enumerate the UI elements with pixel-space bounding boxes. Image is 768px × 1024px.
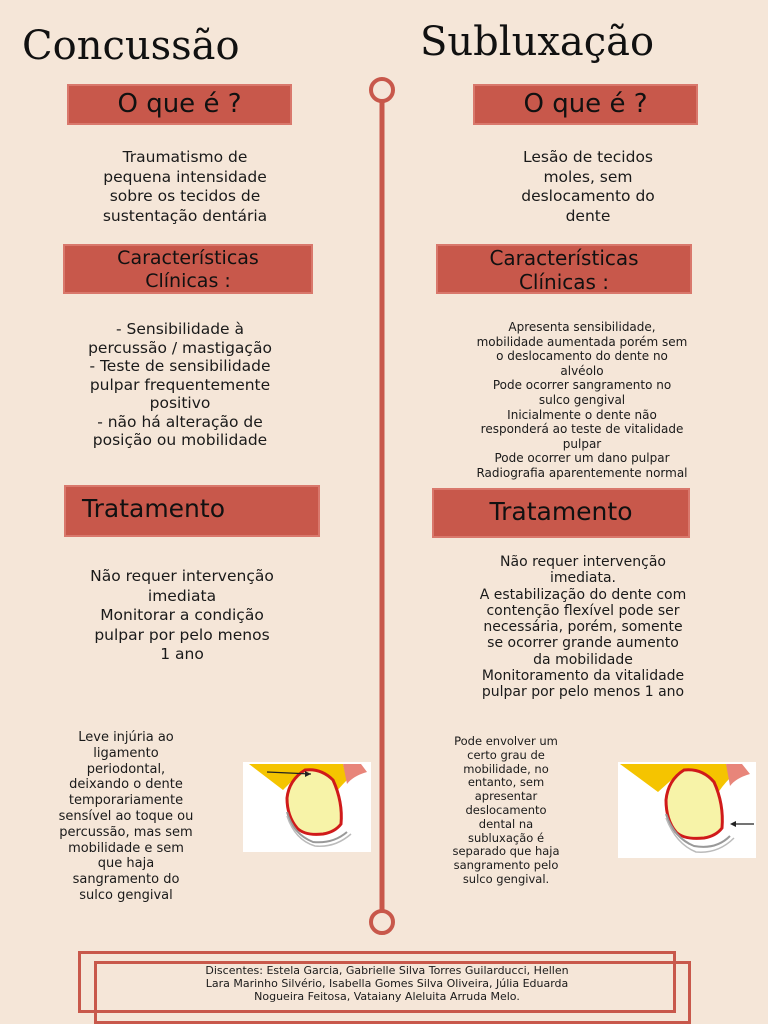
left-treatment-label: Tratamento bbox=[82, 494, 225, 523]
left-clinical-line: - não há alteração de bbox=[97, 412, 263, 431]
right-definition-line: dente bbox=[565, 206, 611, 225]
right-definition bbox=[438, 148, 738, 226]
right-treatment-line: necessária, porém, somente bbox=[483, 619, 683, 636]
left-note bbox=[14, 730, 238, 904]
footer-credits bbox=[104, 964, 670, 1003]
left-note-line: temporariamente bbox=[68, 793, 184, 809]
right-definition-line: moles, sem bbox=[543, 167, 633, 186]
right-treatment-text bbox=[412, 554, 754, 701]
right-definition-line: Lesão de tecidos bbox=[522, 148, 654, 166]
right-what-label: O que é ? bbox=[523, 89, 648, 119]
concussion-tooth-illustration bbox=[243, 762, 371, 852]
left-clinical-line: positivo bbox=[149, 394, 211, 412]
right-title: Subluxação bbox=[420, 19, 655, 65]
left-definition-line: pequena intensidade bbox=[103, 167, 267, 186]
right-note-line: certo grau de bbox=[467, 747, 545, 762]
right-clinical-label-box bbox=[436, 244, 692, 294]
right-treatment-line: Monitoramento da vitalidade bbox=[481, 668, 685, 685]
right-clinical-label-line: Características bbox=[489, 246, 639, 270]
left-note-line: mobilidade e sem bbox=[68, 840, 184, 856]
right-treatment-line: A estabilização do dente com bbox=[479, 586, 687, 603]
right-treatment-label: Tratamento bbox=[489, 497, 633, 526]
left-treatment-text bbox=[32, 567, 332, 665]
right-treatment-line: se ocorrer grande aumento bbox=[487, 635, 679, 652]
right-note bbox=[418, 735, 594, 887]
right-clinical-line: Pode ocorrer um dano pulpar bbox=[494, 451, 670, 466]
right-clinical-line: Inicialmente o dente não bbox=[507, 407, 657, 422]
right-treatment-label-box bbox=[432, 488, 690, 538]
left-note-line: periodontal, bbox=[86, 761, 166, 777]
right-treatment-line: imediata. bbox=[549, 570, 616, 587]
left-note-line: sangramento do bbox=[72, 872, 180, 888]
right-clinical-line: Radiografia aparentemente normal bbox=[476, 465, 688, 480]
right-clinical-line: o deslocamento do dente no bbox=[496, 349, 668, 364]
right-note-line: sangramento pelo bbox=[453, 858, 559, 873]
left-clinical-label-box bbox=[63, 244, 313, 294]
right-note-line: subluxação é bbox=[467, 830, 545, 845]
left-clinical-label-line: Clínicas : bbox=[145, 270, 231, 292]
left-treatment-line: Não requer intervenção bbox=[90, 567, 274, 585]
left-treatment-line: imediata bbox=[147, 586, 217, 605]
subluxation-tooth-illustration bbox=[618, 762, 756, 858]
right-note-line: deslocamento bbox=[465, 802, 547, 817]
left-clinical-text bbox=[28, 320, 332, 450]
left-note-line: Leve injúria ao bbox=[78, 730, 174, 745]
right-note-line: mobilidade, no bbox=[463, 761, 549, 776]
left-note-line: sulco gengival bbox=[79, 887, 173, 903]
left-clinical-line: - Sensibilidade à bbox=[116, 320, 244, 338]
right-clinical-text bbox=[414, 320, 750, 481]
footer-credit-line: Nogueira Feitosa, Vataiany Aleluita Arruda Melo. bbox=[254, 990, 520, 1003]
right-clinical-line: Pode ocorrer sangramento no bbox=[492, 378, 672, 393]
right-what-label-box bbox=[473, 84, 698, 125]
left-treatment-line: 1 ano bbox=[160, 645, 204, 663]
left-note-line: deixando o dente bbox=[69, 777, 183, 793]
right-treatment-line: contenção flexível pode ser bbox=[486, 602, 680, 619]
footer-credit-line: Discentes: Estela Garcia, Gabrielle Silva Torres Guilarducci, Hellen bbox=[205, 964, 569, 977]
left-definition-line: sustentação dentária bbox=[102, 206, 268, 225]
right-note-line: entanto, sem bbox=[467, 775, 545, 790]
left-note-line: sensível ao toque ou bbox=[58, 808, 194, 824]
right-note-line: dental na bbox=[478, 816, 534, 831]
left-treatment-line: pulpar por pelo menos bbox=[94, 625, 270, 644]
right-note-line: apresentar bbox=[474, 789, 538, 804]
right-note-line: Pode envolver um bbox=[454, 734, 558, 748]
left-what-label-box bbox=[67, 84, 292, 125]
left-definition bbox=[40, 148, 330, 226]
left-treatment-label-box bbox=[64, 485, 320, 537]
left-note-line: percussão, mas sem bbox=[59, 824, 193, 840]
right-clinical-label-line: Clínicas : bbox=[518, 270, 610, 294]
left-note-line: que haja bbox=[97, 856, 155, 872]
left-clinical-label-line: Características bbox=[117, 247, 259, 269]
right-clinical-line: alvéolo bbox=[560, 363, 604, 378]
left-clinical-line: percussão / mastigação bbox=[88, 338, 272, 357]
left-title: Concussão bbox=[22, 23, 240, 69]
right-clinical-line: pulpar bbox=[562, 436, 602, 451]
left-definition-line: Traumatismo de bbox=[122, 148, 248, 166]
footer-credit-line: Lara Marinho Silvério, Isabella Gomes Silva Oliveira, Júlia Eduarda bbox=[205, 977, 569, 990]
right-clinical-line: sulco gengival bbox=[538, 392, 626, 407]
right-clinical-line: Apresenta sensibilidade, bbox=[508, 320, 656, 334]
right-note-line: sulco gengival. bbox=[462, 871, 550, 886]
left-what-label: O que é ? bbox=[117, 89, 242, 119]
right-definition-line: deslocamento do bbox=[521, 187, 655, 205]
right-clinical-line: mobilidade aumentada porém sem bbox=[476, 334, 688, 349]
left-clinical-line: pulpar frequentemente bbox=[89, 375, 271, 394]
right-treatment-line: da mobilidade bbox=[533, 651, 633, 668]
left-clinical-line: - Teste de sensibilidade bbox=[89, 357, 271, 375]
right-note-line: separado que haja bbox=[452, 844, 560, 859]
left-definition-line: sobre os tecidos de bbox=[109, 187, 261, 205]
left-treatment-line: Monitorar a condição bbox=[100, 606, 264, 624]
left-clinical-line: posição ou mobilidade bbox=[92, 431, 268, 449]
left-note-line: ligamento bbox=[93, 745, 159, 761]
right-clinical-line: responderá ao teste de vitalidade bbox=[480, 422, 684, 437]
right-treatment-line: pulpar por pelo menos 1 ano bbox=[481, 684, 685, 701]
right-treatment-line: Não requer intervenção bbox=[500, 554, 666, 570]
